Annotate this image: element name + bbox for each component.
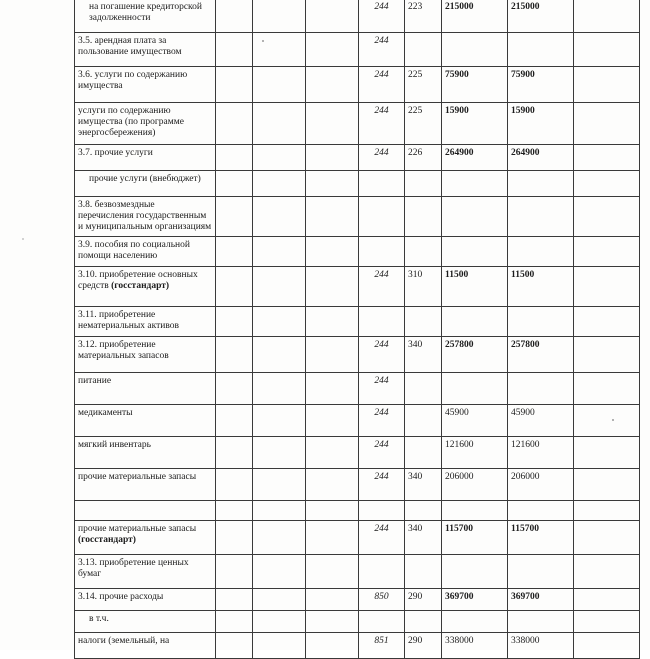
table-row (75, 0, 640, 33)
code-cell (405, 307, 442, 337)
row-name: в т.ч. (89, 614, 109, 624)
empty-cell (253, 405, 306, 437)
empty-cell (216, 405, 253, 437)
kosgu-cell: 244 (359, 267, 405, 307)
empty-cell (574, 437, 640, 469)
empty-cell (306, 611, 359, 633)
code-cell: 340 (405, 337, 442, 373)
row-name-cell (75, 33, 216, 67)
kosgu-cell: 244 (359, 145, 405, 171)
kosgu-cell (359, 171, 405, 197)
empty-cell (306, 589, 359, 611)
row-name-cell (75, 237, 216, 267)
empty-cell (216, 237, 253, 267)
code-cell (405, 237, 442, 267)
code-cell (405, 171, 442, 197)
amount-cell-2 (508, 237, 574, 267)
row-name: 3.11. приобретение нематериальных активов (78, 310, 179, 331)
code-cell (405, 555, 442, 589)
amount-cell-2: 115700 (508, 521, 574, 555)
empty-cell (216, 437, 253, 469)
empty-cell (216, 611, 253, 633)
row-name-cell (75, 589, 216, 611)
code-cell (405, 501, 442, 521)
amount-cell-1 (442, 33, 508, 67)
empty-cell (306, 267, 359, 307)
empty-cell (306, 0, 359, 33)
empty-cell (253, 307, 306, 337)
code-cell (405, 33, 442, 67)
empty-cell (253, 103, 306, 145)
row-name-cell (75, 197, 216, 237)
empty-cell (574, 501, 640, 521)
empty-cell (216, 589, 253, 611)
row-name-cell (75, 67, 216, 103)
table-row (75, 633, 640, 659)
code-cell: 223 (405, 0, 442, 33)
empty-cell (253, 33, 306, 67)
table-row (75, 611, 640, 633)
empty-cell (574, 103, 640, 145)
empty-cell (253, 555, 306, 589)
empty-cell (306, 555, 359, 589)
amount-cell-1: 257800 (442, 337, 508, 373)
empty-cell (216, 337, 253, 373)
row-name: прочие материальные запасы (78, 524, 197, 534)
empty-cell (253, 67, 306, 103)
code-cell: 226 (405, 145, 442, 171)
code-cell (405, 197, 442, 237)
row-name-cell (75, 521, 216, 555)
table-row (75, 237, 640, 267)
empty-cell (216, 521, 253, 555)
empty-cell (306, 197, 359, 237)
empty-cell (253, 437, 306, 469)
scan-speck (22, 238, 24, 240)
empty-cell (216, 307, 253, 337)
row-name-cell (75, 307, 216, 337)
kosgu-cell (359, 197, 405, 237)
row-name-cell (75, 501, 216, 521)
row-name: услуги по содержанию имущества (по программе энергосбережения) (78, 106, 184, 138)
row-name-bold: (госстандарт) (78, 535, 136, 545)
amount-cell-1 (442, 373, 508, 405)
table-row (75, 197, 640, 237)
amount-cell-2 (508, 373, 574, 405)
empty-cell (306, 237, 359, 267)
empty-cell (216, 145, 253, 171)
amount-cell-2 (508, 197, 574, 237)
kosgu-cell: 244 (359, 67, 405, 103)
empty-cell (574, 555, 640, 589)
table-row (75, 555, 640, 589)
amount-cell-2 (508, 33, 574, 67)
kosgu-cell (359, 237, 405, 267)
code-cell (405, 437, 442, 469)
amount-cell-2: 257800 (508, 337, 574, 373)
empty-cell (216, 469, 253, 501)
empty-cell (253, 373, 306, 405)
kosgu-cell: 244 (359, 33, 405, 67)
amount-cell-1: 264900 (442, 145, 508, 171)
empty-cell (574, 633, 640, 659)
amount-cell-2 (508, 501, 574, 521)
table-row (75, 521, 640, 555)
empty-cell (216, 501, 253, 521)
table-row (75, 145, 640, 171)
amount-cell-1: 206000 (442, 469, 508, 501)
row-name: налоги (земельный, на (78, 636, 170, 646)
empty-cell (574, 33, 640, 67)
amount-cell-1: 45900 (442, 405, 508, 437)
empty-cell (253, 0, 306, 33)
code-cell (405, 405, 442, 437)
empty-cell (216, 197, 253, 237)
amount-cell-2: 338000 (508, 633, 574, 659)
kosgu-cell: 244 (359, 0, 405, 33)
row-name: мягкий инвентарь (78, 440, 151, 450)
empty-cell (253, 469, 306, 501)
row-name-cell (75, 373, 216, 405)
empty-cell (574, 337, 640, 373)
kosgu-cell: 244 (359, 521, 405, 555)
kosgu-cell (359, 307, 405, 337)
amount-cell-1 (442, 501, 508, 521)
table-row (75, 307, 640, 337)
empty-cell (306, 307, 359, 337)
row-name-cell (75, 171, 216, 197)
amount-cell-2: 75900 (508, 67, 574, 103)
empty-cell (574, 67, 640, 103)
row-name-cell (75, 337, 216, 373)
amount-cell-1: 369700 (442, 589, 508, 611)
empty-cell (306, 501, 359, 521)
row-name: 3.8. безвозмездные перечисления государственным и муниципальным организациям (78, 200, 212, 232)
empty-cell (574, 145, 640, 171)
empty-cell (574, 237, 640, 267)
empty-cell (306, 33, 359, 67)
empty-cell (574, 405, 640, 437)
row-name-cell (75, 555, 216, 589)
amount-cell-1: 15900 (442, 103, 508, 145)
empty-cell (306, 171, 359, 197)
table-row (75, 405, 640, 437)
empty-cell (216, 33, 253, 67)
empty-cell (574, 469, 640, 501)
empty-cell (253, 171, 306, 197)
row-name-cell (75, 469, 216, 501)
row-name-cell (75, 145, 216, 171)
empty-cell (216, 267, 253, 307)
empty-cell (306, 67, 359, 103)
row-name: 3.13. приобретение ценных бумаг (78, 558, 189, 579)
table-row (75, 437, 640, 469)
empty-cell (306, 633, 359, 659)
table-row (75, 501, 640, 521)
code-cell: 340 (405, 469, 442, 501)
empty-cell (574, 267, 640, 307)
empty-cell (253, 501, 306, 521)
table-row (75, 589, 640, 611)
amount-cell-1: 75900 (442, 67, 508, 103)
empty-cell (306, 469, 359, 501)
code-cell (405, 611, 442, 633)
empty-cell (216, 0, 253, 33)
amount-cell-1 (442, 197, 508, 237)
empty-cell (216, 555, 253, 589)
empty-cell (574, 171, 640, 197)
empty-cell (306, 103, 359, 145)
kosgu-cell (359, 611, 405, 633)
kosgu-cell: 244 (359, 437, 405, 469)
row-name-cell (75, 611, 216, 633)
row-name: медикаменты (78, 408, 133, 418)
code-cell: 225 (405, 103, 442, 145)
amount-cell-1: 215000 (442, 0, 508, 33)
amount-cell-2: 15900 (508, 103, 574, 145)
kosgu-cell (359, 555, 405, 589)
row-name-cell (75, 267, 216, 307)
empty-cell (253, 237, 306, 267)
kosgu-cell: 244 (359, 103, 405, 145)
code-cell: 340 (405, 521, 442, 555)
amount-cell-2: 121600 (508, 437, 574, 469)
kosgu-cell: 244 (359, 405, 405, 437)
empty-cell (574, 589, 640, 611)
amount-cell-2 (508, 171, 574, 197)
amount-cell-2: 264900 (508, 145, 574, 171)
empty-cell (574, 307, 640, 337)
amount-cell-2 (508, 307, 574, 337)
empty-cell (253, 145, 306, 171)
row-name: 3.5. арендная плата за пользование имуществом (78, 36, 182, 57)
scan-speck (262, 40, 264, 42)
row-name: питание (78, 376, 112, 386)
amount-cell-1 (442, 611, 508, 633)
table-row (75, 469, 640, 501)
scan-speck (612, 419, 614, 421)
row-name: прочие материальные запасы (78, 472, 197, 482)
row-name: 3.10. приобретение основных средств (78, 270, 198, 291)
empty-cell (216, 633, 253, 659)
table-row (75, 267, 640, 307)
amount-cell-2 (508, 611, 574, 633)
empty-cell (306, 405, 359, 437)
kosgu-cell: 244 (359, 373, 405, 405)
kosgu-cell: 244 (359, 337, 405, 373)
row-name: 3.7. прочие услуги (78, 148, 153, 158)
empty-cell (574, 197, 640, 237)
row-name: прочие услуги (внебюджет) (89, 174, 201, 184)
kosgu-cell: 851 (359, 633, 405, 659)
amount-cell-1 (442, 237, 508, 267)
kosgu-cell: 244 (359, 469, 405, 501)
row-name: 3.6. услуги по содержанию имущества (78, 70, 188, 91)
budget-table (74, 0, 640, 659)
empty-cell (253, 633, 306, 659)
empty-cell (574, 0, 640, 33)
code-cell: 310 (405, 267, 442, 307)
empty-cell (253, 337, 306, 373)
row-name-cell (75, 103, 216, 145)
code-cell: 290 (405, 589, 442, 611)
row-name: 3.12. приобретение материальных запасов (78, 340, 169, 361)
empty-cell (253, 197, 306, 237)
empty-cell (574, 373, 640, 405)
kosgu-cell (359, 501, 405, 521)
code-cell: 225 (405, 67, 442, 103)
code-cell: 290 (405, 633, 442, 659)
row-name-bold: (госстандарт) (111, 281, 170, 291)
code-cell (405, 373, 442, 405)
table-row (75, 33, 640, 67)
empty-cell (216, 373, 253, 405)
row-name: 3.9. пособия по социальной помощи населению (78, 240, 190, 261)
table-row (75, 67, 640, 103)
empty-cell (306, 521, 359, 555)
amount-cell-1: 338000 (442, 633, 508, 659)
kosgu-cell: 850 (359, 589, 405, 611)
amount-cell-2: 215000 (508, 0, 574, 33)
amount-cell-2: 206000 (508, 469, 574, 501)
amount-cell-2: 11500 (508, 267, 574, 307)
empty-cell (306, 373, 359, 405)
amount-cell-1: 11500 (442, 267, 508, 307)
amount-cell-2 (508, 555, 574, 589)
amount-cell-1 (442, 555, 508, 589)
amount-cell-1: 121600 (442, 437, 508, 469)
amount-cell-2: 369700 (508, 589, 574, 611)
amount-cell-1 (442, 171, 508, 197)
empty-cell (253, 611, 306, 633)
amount-cell-1 (442, 307, 508, 337)
empty-cell (574, 611, 640, 633)
empty-cell (216, 103, 253, 145)
row-name-cell (75, 405, 216, 437)
row-name-cell (75, 0, 216, 33)
empty-cell (306, 145, 359, 171)
table-row (75, 373, 640, 405)
row-name: 3.14. прочие расходы (78, 592, 164, 602)
table-row (75, 103, 640, 145)
table-row (75, 171, 640, 197)
empty-cell (574, 521, 640, 555)
empty-cell (216, 67, 253, 103)
empty-cell (306, 437, 359, 469)
empty-cell (216, 171, 253, 197)
amount-cell-1: 115700 (442, 521, 508, 555)
amount-cell-2: 45900 (508, 405, 574, 437)
empty-cell (253, 267, 306, 307)
table-row (75, 337, 640, 373)
row-name-cell (75, 437, 216, 469)
empty-cell (253, 589, 306, 611)
row-name-cell (75, 633, 216, 659)
row-name: на погашение кредиторской задолженности (89, 2, 202, 23)
empty-cell (253, 521, 306, 555)
empty-cell (306, 337, 359, 373)
